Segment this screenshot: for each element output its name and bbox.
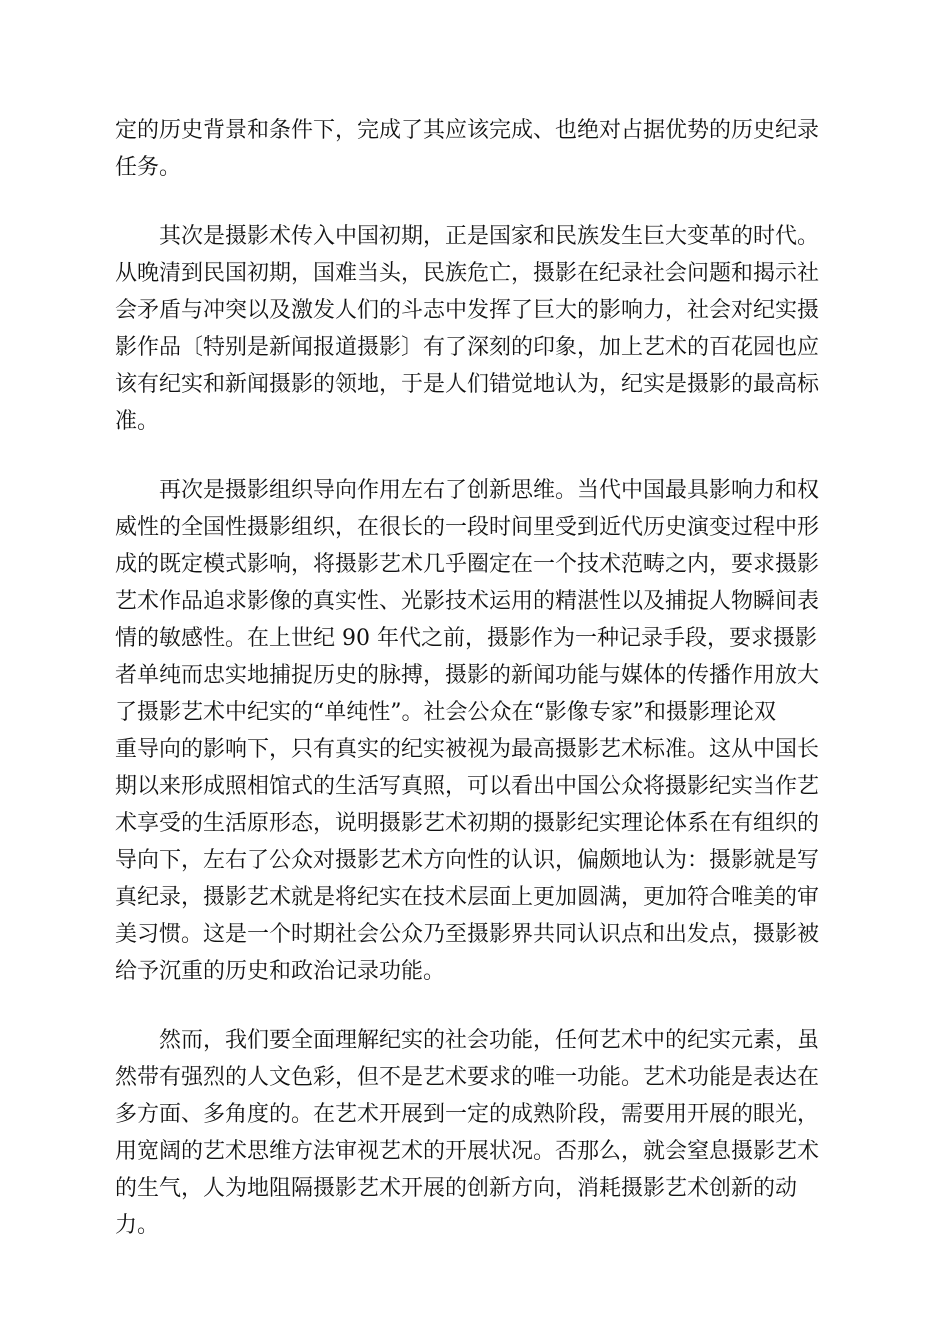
text-line: 会矛盾与冲突以及激发人们的斗志中发挥了巨大的影响力，社会对纪实摄 xyxy=(115,298,820,323)
text-line: 威性的全国性摄影组织，在很长的一段时间里受到近代历史演变过程中形 xyxy=(115,515,820,540)
text-line: 从晚清到民国初期，国难当头，民族危亡，摄影在纪录社会问题和揭示社 xyxy=(115,261,820,286)
text-line: 任务。 xyxy=(115,155,182,180)
text-line: 用宽阔的艺术思维方法审视艺术的开展状况。否那么，就会窒息摄影艺术 xyxy=(115,1139,820,1164)
text-line: 术享受的生活原形态，说明摄影艺术初期的摄影纪实理论体系在有组织的 xyxy=(115,811,820,836)
text-line: 情的敏感性。在上世纪 90 年代之前，摄影作为一种记录手段，要求摄影 xyxy=(115,626,817,651)
text-line: 艺术作品追求影像的真实性、光影技术运用的精湛性以及捕捉人物瞬间表 xyxy=(115,589,820,614)
text-line: 真纪录，摄影艺术就是将纪实在技术层面上更加圆满，更加符合唯美的审 xyxy=(115,885,820,910)
paragraph-4 xyxy=(115,1022,835,1244)
paragraph-1 xyxy=(115,112,835,186)
text-line: 多方面、多角度的。在艺术开展到一定的成熟阶段，需要用开展的眼光， xyxy=(115,1102,820,1127)
text-line: 给予沉重的历史和政治记录功能。 xyxy=(115,959,446,984)
text-line: 再次是摄影组织导向作用左右了创新思维。当代中国最具影响力和权 xyxy=(159,478,820,503)
document-page xyxy=(115,112,835,1276)
text-line: 重导向的影响下，只有真实的纪实被视为最高摄影艺术标准。这从中国长 xyxy=(115,737,820,762)
text-line: 的生气，人为地阻隔摄影艺术开展的创新方向，消耗摄影艺术创新的动 xyxy=(115,1176,798,1201)
text-line: 导向下，左右了公众对摄影艺术方向性的认识，偏颇地认为：摄影就是写 xyxy=(115,848,820,873)
text-line: 美习惯。这是一个时期社会公众乃至摄影界共同认识点和出发点，摄影被 xyxy=(115,922,820,947)
paragraph-2 xyxy=(115,218,835,440)
text-line: 成的既定模式影响，将摄影艺术几乎圈定在一个技术范畴之内，要求摄影 xyxy=(115,552,820,577)
text-line: 然而，我们要全面理解纪实的社会功能，任何艺术中的纪实元素，虽 xyxy=(159,1028,820,1053)
text-line: 了摄影艺术中纪实的“单纯性”。社会公众在“影像专家”和摄影理论双 xyxy=(115,700,776,725)
text-line: 然带有强烈的人文色彩，但不是艺术要求的唯一功能。艺术功能是表达在 xyxy=(115,1065,820,1090)
text-line: 影作品〔特别是新闻报道摄影〕有了深刻的印象，加上艺术的百花园也应 xyxy=(115,335,820,360)
text-line: 准。 xyxy=(115,409,160,434)
text-line: 该有纪实和新闻摄影的领地，于是人们错觉地认为，纪实是摄影的最高标 xyxy=(115,372,820,397)
text-line: 定的历史背景和条件下，完成了其应该完成、也绝对占据优势的历史纪录 xyxy=(115,118,820,143)
paragraph-3 xyxy=(115,472,835,990)
text-line: 其次是摄影术传入中国初期，正是国家和民族发生巨大变革的时代。 xyxy=(159,224,820,249)
text-line: 力。 xyxy=(115,1213,160,1238)
text-line: 者单纯而忠实地捕捉历史的脉搏，摄影的新闻功能与媒体的传播作用放大 xyxy=(115,663,820,688)
text-line: 期以来形成照相馆式的生活写真照，可以看出中国公众将摄影纪实当作艺 xyxy=(115,774,820,799)
